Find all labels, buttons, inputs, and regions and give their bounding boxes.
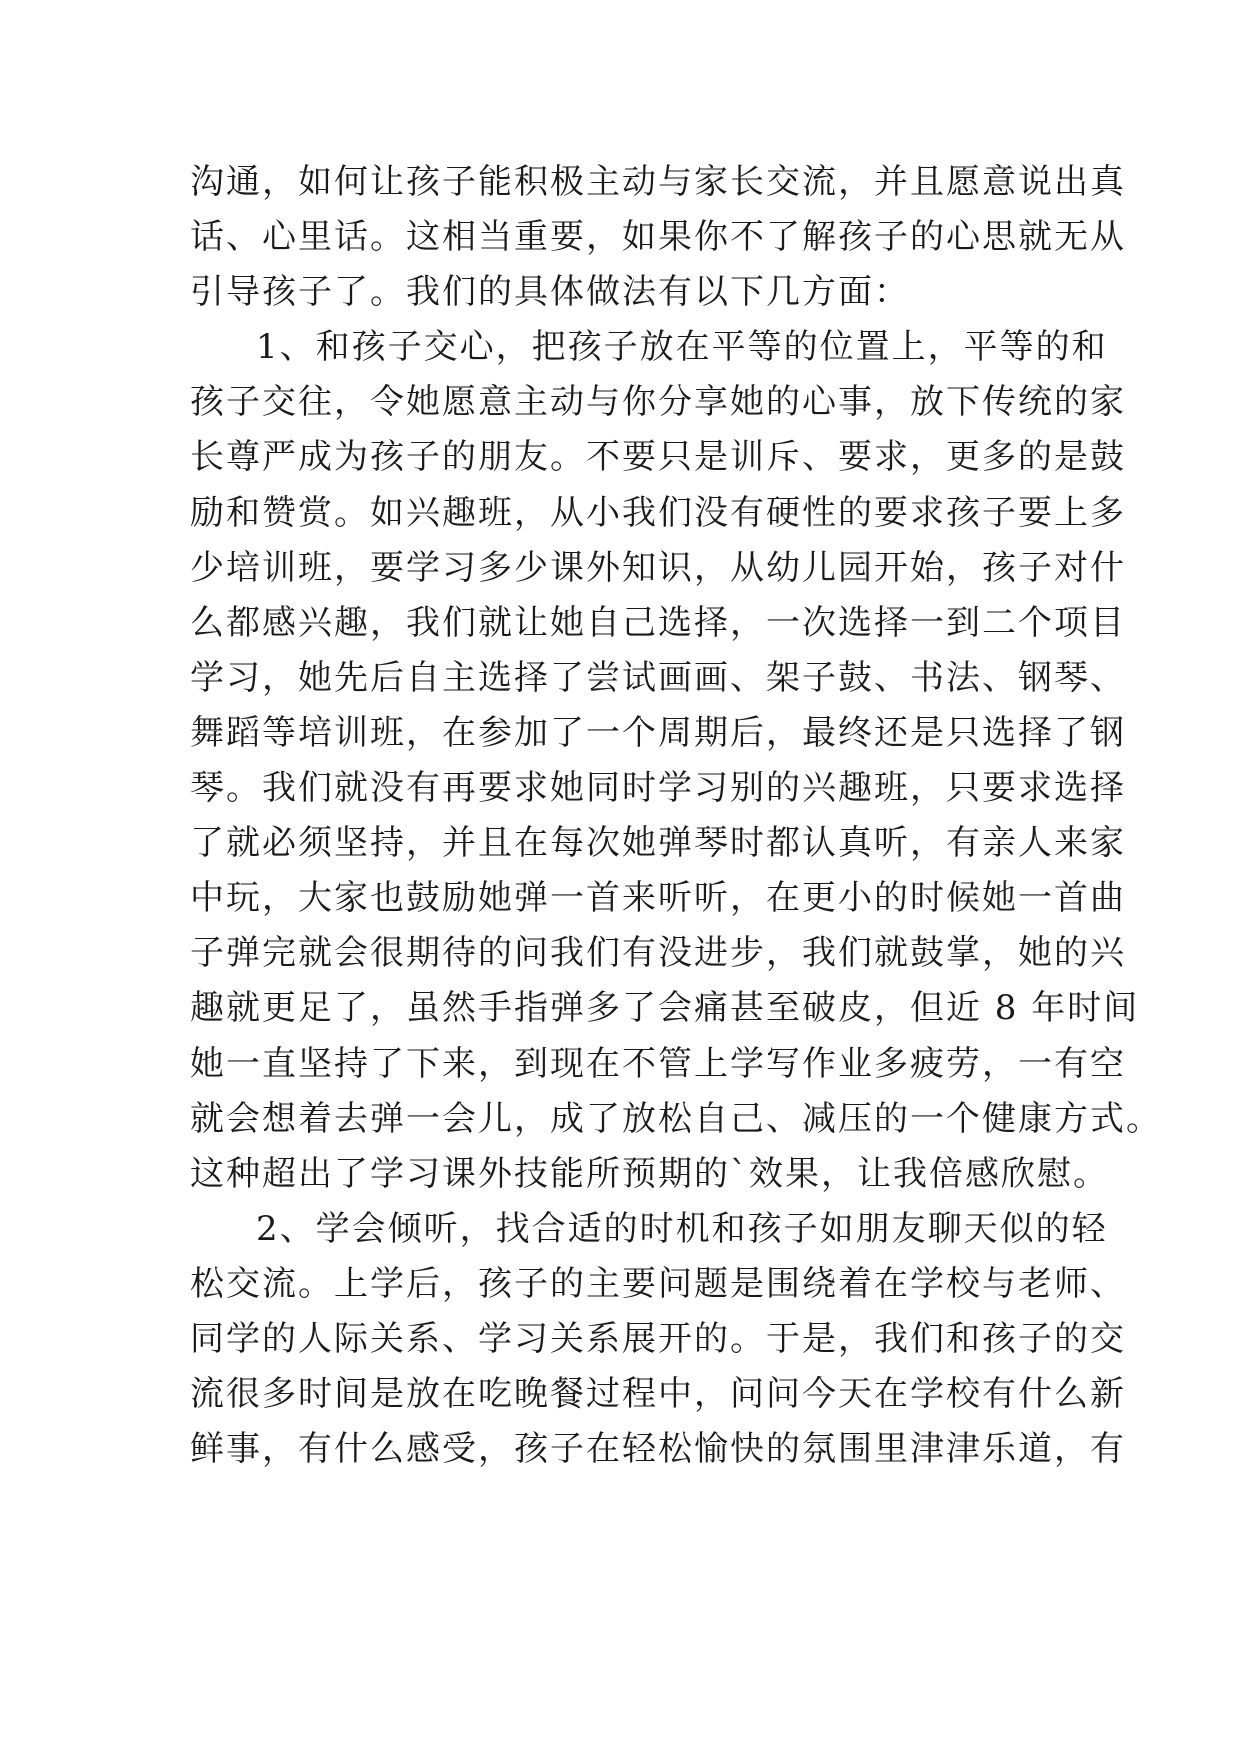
text-line: 趣就更足了，虽然手指弹多了会痛甚至破皮，但近 8 年时间: [190, 988, 1140, 1029]
body-text: [190, 155, 1162, 1477]
text-line: 松交流。上学后，孩子的主要问题是围绕着在学校与老师、: [190, 1263, 1126, 1304]
text-line: 中玩，大家也鼓励她弹一首来听听，在更小的时候她一首曲: [190, 878, 1126, 919]
text-line: 励和赞赏。如兴趣班，从小我们没有硬性的要求孩子要上多: [190, 492, 1126, 533]
text-line: 学习，她先后自主选择了尝试画画、架子鼓、书法、钢琴、: [190, 657, 1126, 698]
text-line: 孩子交往，令她愿意主动与你分享她的心事，放下传统的家: [190, 382, 1126, 423]
text-line: 琴。我们就没有再要求她同时学习别的兴趣班，只要求选择: [190, 768, 1126, 809]
text-line: 流很多时间是放在吃晚餐过程中，问问今天在学校有什么新: [190, 1374, 1126, 1415]
text-line: 鲜事，有什么感受，孩子在轻松愉快的氛围里津津乐道，有: [190, 1429, 1126, 1470]
text-line: 舞蹈等培训班，在参加了一个周期后，最终还是只选择了钢: [190, 712, 1126, 753]
text-line: 引导孩子了。我们的具体做法有以下几方面：: [190, 272, 910, 313]
text-line: 子弹完就会很期待的问我们有没进步，我们就鼓掌，她的兴: [190, 933, 1126, 974]
text-line: 就会想着去弹一会儿，成了放松自己、减压的一个健康方式。: [190, 1098, 1162, 1139]
text-line: 长尊严成为孩子的朋友。不要只是训斥、要求，更多的是鼓: [190, 437, 1126, 478]
text-line: 沟通，如何让孩子能积极主动与家长交流，并且愿意说出真: [190, 162, 1126, 202]
text-line: 么都感兴趣，我们就让她自己选择，一次选择一到二个项目: [190, 602, 1126, 643]
text-line: 同学的人际关系、学习关系展开的。于是，我们和孩子的交: [190, 1318, 1126, 1359]
text-line: 话、心里话。这相当重要，如果你不了解孩子的心思就无从: [190, 217, 1126, 258]
text-line: 少培训班，要学习多少课外知识，从幼儿园开始，孩子对什: [190, 547, 1126, 588]
paragraph-start-line: 1、和孩子交心，把孩子放在平等的位置上，平等的和: [256, 327, 1108, 368]
text-line: 这种超出了学习课外技能所预期的`效果，让我倍感欣慰。: [190, 1153, 1109, 1194]
paragraph-start-line: 2、学会倾听，找合适的时机和孩子如朋友聊天似的轻: [256, 1208, 1108, 1249]
text-line: 她一直坚持了下来，到现在不管上学写作业多疲劳，一有空: [190, 1043, 1126, 1084]
text-line: 了就必须坚持，并且在每次她弹琴时都认真听，有亲人来家: [190, 823, 1126, 864]
